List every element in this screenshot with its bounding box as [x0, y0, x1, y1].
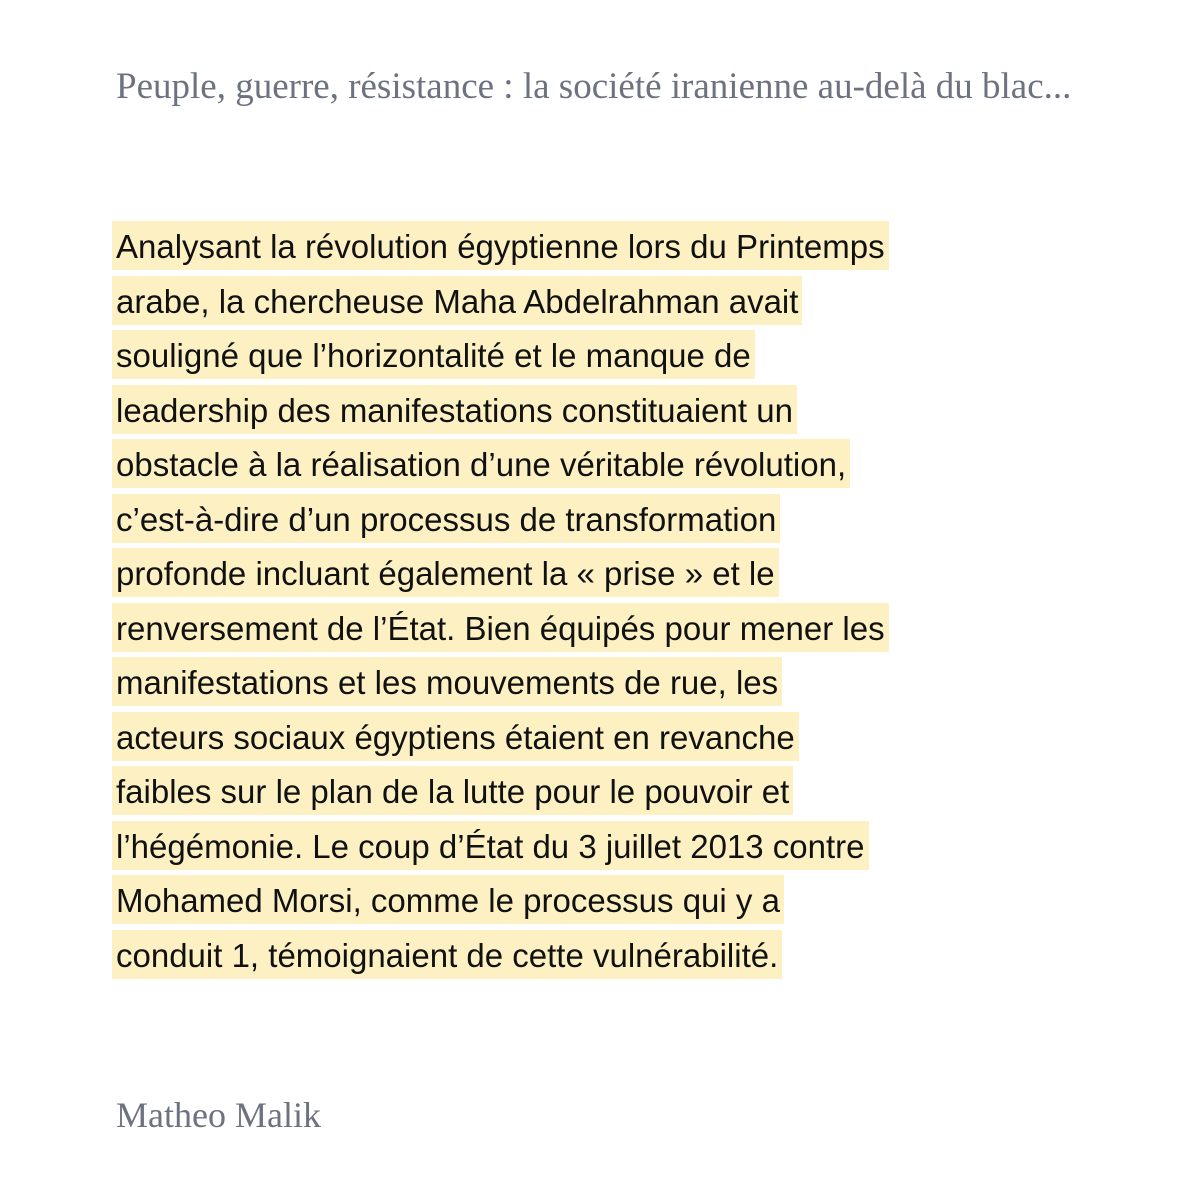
quote-line — [112, 385, 1012, 440]
quote-line-text: conduit 1, témoignaient de cette vulnérabilité. — [112, 930, 782, 979]
book-title: Peuple, guerre, résistance : la société iranienne au-delà du blac... — [116, 66, 1072, 107]
quote-line — [112, 875, 1012, 930]
quote-line-text: l’hégémonie. Le coup d’État du 3 juillet 2013 contre — [112, 821, 869, 870]
quote-line-text: souligné que l’horizontalité et le manque de — [112, 330, 755, 379]
highlighted-quote — [112, 221, 1012, 984]
quote-line — [112, 439, 1012, 494]
quote-line — [112, 930, 1012, 985]
quote-line-text: faibles sur le plan de la lutte pour le pouvoir et — [112, 766, 793, 815]
quote-line-text: Mohamed Morsi, comme le processus qui y a — [112, 875, 784, 924]
quote-line-text: arabe, la chercheuse Maha Abdelrahman avait — [112, 276, 802, 325]
quote-line-text: profonde incluant également la « prise » et le — [112, 548, 779, 597]
quote-line — [112, 330, 1012, 385]
quote-line — [112, 548, 1012, 603]
quote-line-text: acteurs sociaux égyptiens étaient en revanche — [112, 712, 799, 761]
quote-line — [112, 494, 1012, 549]
quote-line — [112, 766, 1012, 821]
quote-line-text: c’est-à-dire d’un processus de transformation — [112, 494, 780, 543]
quote-line — [112, 821, 1012, 876]
author-name: Matheo Malik — [116, 1095, 321, 1135]
quote-line-text: obstacle à la réalisation d’une véritable révolution, — [112, 439, 850, 488]
quote-line — [112, 657, 1012, 712]
quote-line — [112, 712, 1012, 767]
quote-line — [112, 603, 1012, 658]
quote-line-text: leadership des manifestations constituaient un — [112, 385, 797, 434]
quote-line-text: renversement de l’État. Bien équipés pour mener les — [112, 603, 889, 652]
quote-line — [112, 221, 1012, 276]
quote-line — [112, 276, 1012, 331]
quote-line-text: Analysant la révolution égyptienne lors du Printemps — [112, 221, 889, 270]
quote-line-text: manifestations et les mouvements de rue, les — [112, 657, 782, 706]
